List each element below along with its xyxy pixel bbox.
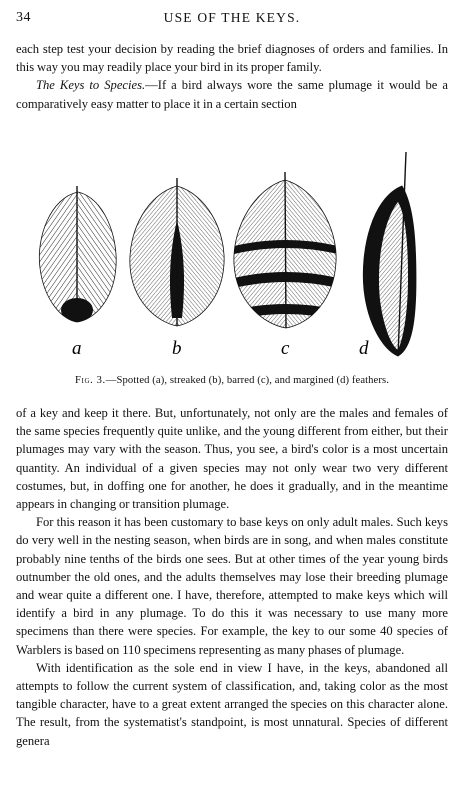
running-head: USE OF THE KEYS. bbox=[163, 10, 301, 25]
paragraph: of a key and keep it there. But, unfortunately, not only are the males and females of the same species frequently quite unlike, and the young different from either, but their plumages may vary with the season. Thus, you see, a bird's color is a most uncertain quantity. An individual of a given species may not only wear two very different costumes, but, in doffing one for another, he does it gradually, and in the meantime appears in changing or transition plumage. bbox=[16, 406, 448, 512]
page-header bbox=[14, 10, 450, 28]
feather-b-streaked bbox=[120, 178, 234, 330]
figure-caption bbox=[0, 375, 464, 386]
feather-letter-d: d bbox=[359, 338, 369, 359]
feather-letter-c: c bbox=[281, 338, 290, 359]
feather-letter-a: a bbox=[72, 338, 82, 359]
feathers-illustration bbox=[20, 150, 444, 364]
caption-text: —Spotted (a), streaked (b), barred (c), and margined (d) feathers. bbox=[105, 375, 389, 386]
paragraph-text: —If a bird always wore the same plumage it would be a comparatively easy matter to place it in a certain section bbox=[16, 78, 449, 111]
feather-c-barred bbox=[225, 172, 347, 334]
figure-label: Fig. 3. bbox=[75, 375, 106, 386]
feather-figure bbox=[20, 150, 444, 364]
feather-d-margined bbox=[356, 152, 420, 360]
text-block-bottom bbox=[16, 404, 448, 750]
paragraph: For this reason it has been customary to base keys on only adult males. Such keys do very well in the nesting season, when birds are in song, and when males constitute probably nine tenths of the birds one sees. But at other times of the year young birds outnumber the old ones, and the adults themselves may lose their breeding plumage and wear quite a different one. I have, therefore, attempted to make keys which will identify a bird in any plumage. To do this it was necessary to use many more specimens than there were species. For example, the key to our some 40 species of Warblers is based on 110 specimens representing as many phases of plumage. bbox=[16, 515, 448, 657]
paragraph-keys-to-species bbox=[16, 76, 448, 112]
paragraph: each step test your decision by reading the brief diagnoses of orders and families. In this way you may readily place your bird in its proper family. bbox=[16, 42, 448, 75]
feather-a-spotted bbox=[30, 180, 126, 330]
paragraph: With identification as the sole end in view I have, in the keys, abandoned all attempts to follow the current system of classification, and, taking color as the most tangible character, have to a great extent arranged the species on this character alone. The result, from the systematist's standpoint, is most unnatural. Species of different genera bbox=[16, 660, 448, 748]
text-block-top bbox=[16, 40, 448, 113]
page-number: 34 bbox=[16, 10, 31, 25]
run-in-heading: The Keys to Species. bbox=[36, 78, 146, 93]
feather-letter-b: b bbox=[172, 338, 182, 359]
